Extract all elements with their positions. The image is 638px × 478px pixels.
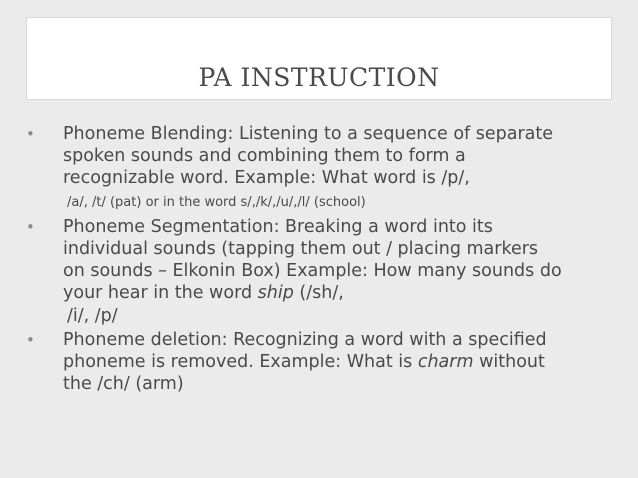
bullet-text-line: Phoneme Blending: Listening to a sequence of separate — [63, 124, 554, 144]
bullet-phoneme-deletion — [26, 329, 626, 395]
bullet-sub-line: /i/, /p/ — [67, 306, 118, 326]
emphasized-word: charm — [417, 352, 474, 372]
emphasized-word: ship — [257, 283, 294, 303]
bullet-phoneme-segmentation — [26, 216, 626, 304]
bullet-text-line: on sounds – Elkonin Box) Example: How many sounds do — [63, 261, 562, 281]
bullet-list — [26, 123, 626, 395]
bullet-text-segment: (/sh/, — [293, 283, 344, 303]
bullet-text-line — [63, 351, 626, 373]
bullet-text-line — [63, 282, 626, 304]
bullet-text-line: Phoneme deletion: Recognizing a word with a specified — [63, 330, 547, 350]
bullet-text-segment: your hear in the word — [63, 283, 258, 303]
bullet-text-line: individual sounds (tapping them out / placing markers — [63, 239, 539, 259]
title-box — [26, 17, 612, 100]
bullet-text-line: Phoneme Segmentation: Breaking a word into its — [63, 217, 493, 237]
bullet-phoneme-blending — [26, 123, 626, 189]
bullet-text-line: spoken sounds and combining them to form a — [63, 146, 466, 166]
bullet-sub-line: /a/, /t/ (pat) or in the word s/,/k/,/u/,/l/ (school) — [67, 195, 366, 210]
bullet-text-segment: without — [473, 352, 545, 372]
bullet-marker: • — [26, 125, 35, 143]
slide-title: PA INSTRUCTION — [198, 63, 440, 92]
bullet-text-line: the /ch/ (arm) — [63, 374, 184, 394]
bullet-marker: • — [26, 331, 35, 349]
bullet-text-segment: phoneme is removed. Example: What is — [63, 352, 418, 372]
bullet-text-line: recognizable word. Example: What word is /p/, — [63, 168, 470, 188]
bullet-marker: • — [26, 218, 35, 236]
